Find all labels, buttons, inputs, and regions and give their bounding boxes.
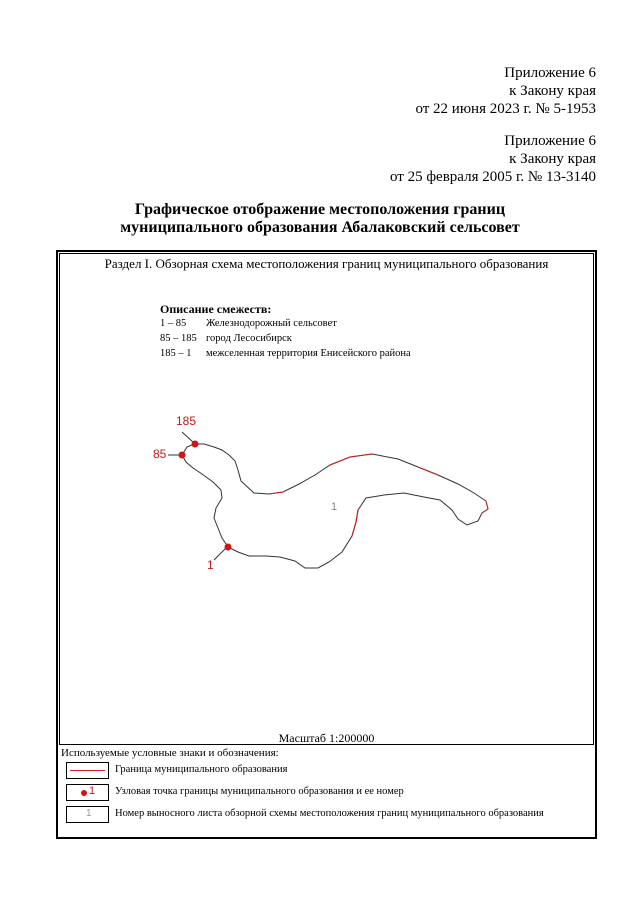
section-heading: Раздел I. Обзорная схема местоположения границ муниципального образования (104, 256, 549, 271)
boundary-point-1 (225, 544, 232, 551)
legend-symbol-point (66, 784, 109, 801)
boundary-point-185 (192, 441, 199, 448)
point-label-185: 185 (176, 414, 197, 428)
sheet-number-label: 1 (331, 501, 338, 513)
adjacency-name: Железнодорожный сельсовет (206, 318, 337, 329)
boundary-red-segment (330, 454, 372, 465)
adjacency-name: город Лесосибирск (206, 333, 292, 344)
title-line-1: Графическое отображение местоположения границ (134, 201, 506, 218)
header-line: от 25 февраля 2005 г. № 13-3140 (389, 169, 596, 185)
red-line-icon (70, 770, 105, 771)
header-line: Приложение 6 (504, 133, 596, 149)
boundary-red-segment (418, 467, 438, 475)
legend-sheet-label: 1 (86, 808, 92, 819)
boundary-red-segment (352, 510, 358, 536)
point-leader (214, 547, 227, 560)
legend-heading: Используемые условные знаки и обозначения: (61, 747, 279, 759)
legend-text: Граница муниципального образования (115, 764, 288, 775)
adjacency-heading: Описание смежеств: (160, 302, 272, 316)
legend-symbol-boundary (66, 762, 109, 779)
adjacency-range: 85 – 185 (160, 333, 197, 344)
adjacency-range: 1 – 85 (160, 318, 187, 329)
title-line-2: муниципального образования Абалаковский сельсовет (120, 219, 520, 236)
point-label-85: 85 (153, 447, 167, 461)
adjacency-name: межселенная территория Енисейского района (206, 348, 411, 359)
map-scale: Масштаб 1:200000 (278, 731, 375, 745)
header-line: от 22 июня 2023 г. № 5-1953 (415, 101, 596, 117)
boundary-point-85 (179, 452, 186, 459)
point-label-1: 1 (207, 558, 214, 572)
header-line: к Закону края (509, 151, 596, 167)
red-point-icon (81, 790, 87, 796)
header-line: к Закону края (509, 83, 596, 99)
adjacency-range: 185 – 1 (160, 348, 192, 359)
boundary-red-segment (482, 501, 488, 513)
legend-point-label: 1 (89, 785, 96, 797)
legend-text: Узловая точка границы муниципального образования и ее номер (115, 786, 404, 797)
header-line: Приложение 6 (504, 65, 596, 81)
boundary-red-segment (269, 492, 283, 494)
point-leader (182, 432, 194, 443)
legend-symbol-sheet (66, 806, 109, 823)
legend-text: Номер выносного листа обзорной схемы местоположения границ муниципального образования (115, 808, 544, 819)
